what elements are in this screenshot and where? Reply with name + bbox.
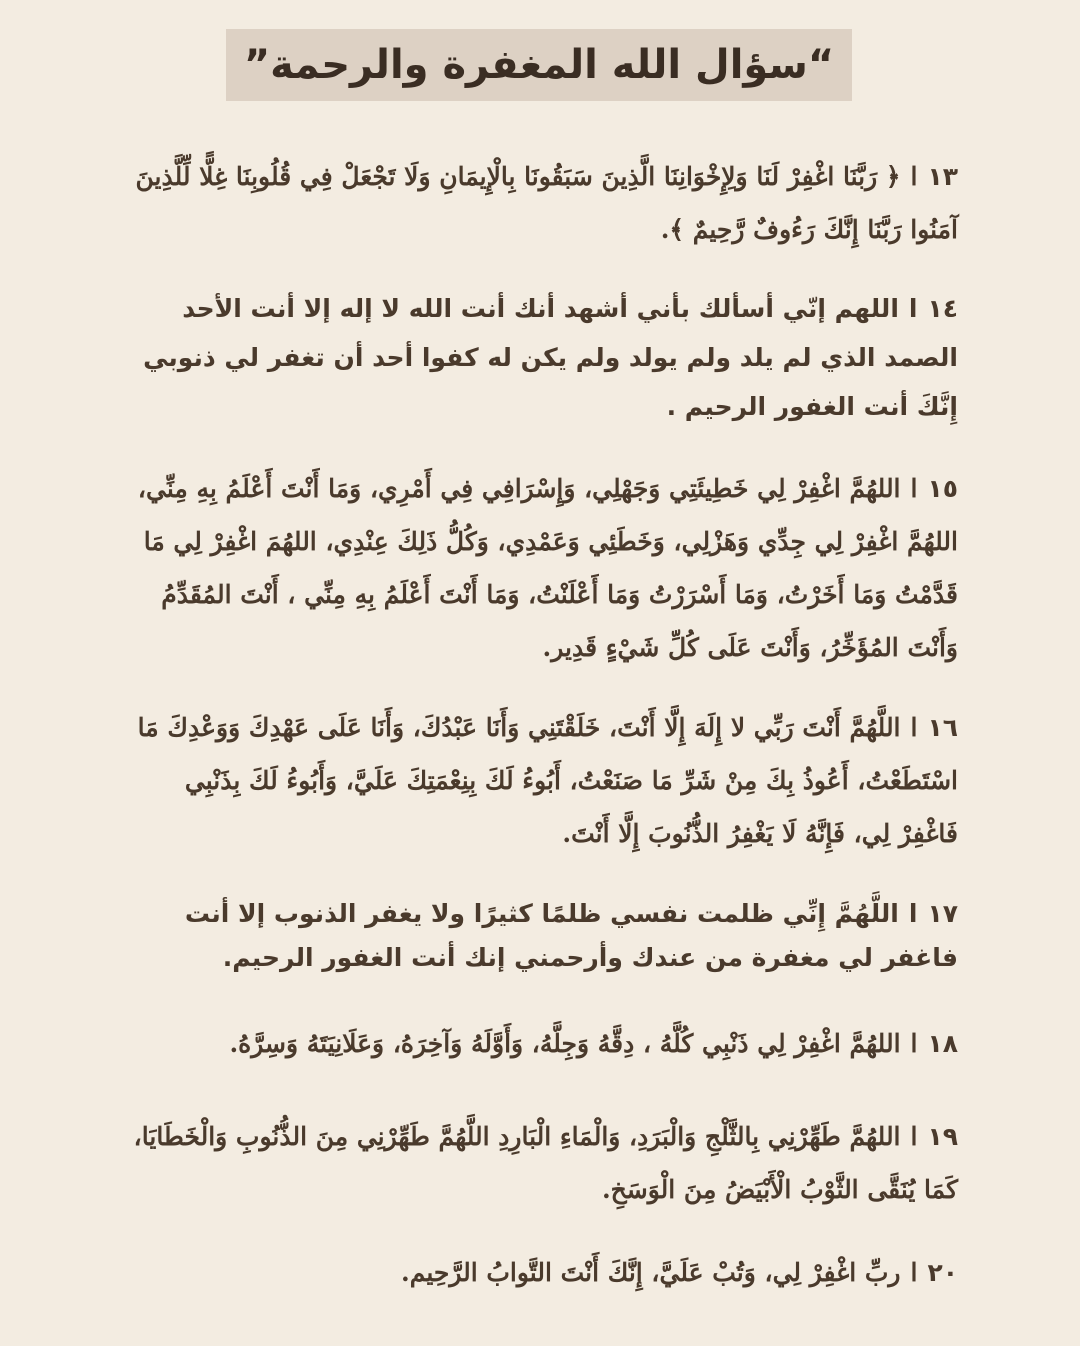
entry-text: اللَّهُمَّ إِنِّي ظلمت نفسي ظلمًا كثيرًا ولا يغفر الذنوب إلا أنت فاغفر لي مغفرة من عندك وأرحمني إنك أنت الغفور الرحيم. bbox=[184, 899, 958, 972]
entry-separator: ا bbox=[910, 713, 918, 742]
supplication-18 bbox=[128, 1017, 958, 1070]
entry-text: ربِّ اغْفِرْ لِي، وَتُبْ عَلَيَّ، إِنَّكَ أَنْتَ التَّوابُ الرَّحِيم. bbox=[400, 1258, 901, 1287]
page-title: “سؤال الله المغفرة والرحمة” bbox=[243, 42, 835, 88]
entry-text: اللَّهُمَّ أَنْتَ رَبِّي لا إِلَهَ إِلَّا أَنْتَ، خَلَقْتَنِي وَأَنَا عَبْدُكَ، وَأَنَا عَلَى عَهْدِكَ وَوَعْدِكَ مَا اسْتَطَعْتُ، أَعُوذُ بِكَ مِنْ شَرِّ مَا صَنَعْتُ، أَبُوءُ لَكَ بِنِعْمَتِكَ عَلَيَّ، وَأَبُوءُ لَكَ بِذَنْبِي فَاغْفِرْ لِي، فَإِنَّهُ لَا يَغْفِرُ الذُّنُوبَ إِلَّا أَنْتَ. bbox=[137, 713, 958, 848]
entry-number: ١٣ bbox=[927, 162, 958, 191]
entry-separator: ا bbox=[908, 294, 918, 323]
entry-number: ١٨ bbox=[927, 1029, 958, 1058]
supplication-14 bbox=[128, 284, 958, 431]
title-banner bbox=[226, 29, 852, 101]
entry-separator: ا bbox=[908, 899, 918, 928]
supplication-20 bbox=[128, 1246, 958, 1299]
entry-number: ١٩ bbox=[927, 1122, 958, 1151]
supplication-13 bbox=[128, 150, 958, 256]
entry-text: اللهم إنّي أسألك بأني أشهد أنك أنت الله لا إله إلا أنت الأحد الصمد الذي لم يلد ولم يولد ولم يكن له كفوا أحد أن تغفر لي ذنوبي إِنَّكَ أنت الغفور الرحيم . bbox=[143, 294, 958, 421]
entry-number: ١٥ bbox=[927, 474, 958, 503]
supplication-list bbox=[128, 150, 958, 1299]
entry-text: اللهُمَّ اغْفِرْ لِي خَطِيئَتِي وَجَهْلِي، وَإِسْرَافِي فِي أَمْرِي، وَمَا أَنْتَ أَعْلَمُ بِهِ مِنِّي، اللهُمَّ اغْفِرْ لِي جِدِّي وَهَزْلِي، وَخَطَئِي وَعَمْدِي، وَكُلُّ ذَلِكَ عِنْدِي، اللهُمَ اغْفِرْ لِي مَا قَدَّمْتُ وَمَا أَخَرْتُ، وَمَا أَسْرَرْتُ وَمَا أَعْلَنْتُ، وَمَا أَنْتَ أَعْلَمُ بِهِ مِنِّي ، أَنْتَ المُقَدِّمُ وَأَنْتَ المُؤَخِّرُ، وَأَنْتَ عَلَى كُلِّ شَيْءٍ قَدِير. bbox=[137, 474, 958, 662]
supplication-16 bbox=[128, 701, 958, 860]
entry-text: اللهُمَّ اغْفِرْ لِي ذَنْبِي كُلَّهُ ، دِقَّهُ وَجِلَّهُ، وَأَوَّلَهُ وَآخِرَهُ، وَعَلَانِيَتَهُ وَسِرَّهُ. bbox=[229, 1029, 901, 1058]
entry-number: ٢٠ bbox=[927, 1258, 958, 1287]
entry-text: ﴿ رَبَّنَا اغْفِرْ لَنَا وَلِإِخْوَانِنَا الَّذِينَ سَبَقُونَا بِالْإِيمَانِ وَلَا تَجْعَلْ فِي قُلُوبِنَا غِلًّا لِّلَّذِينَ آمَنُوا رَبَّنَا إِنَّكَ رَءُوفٌ رَّحِيمٌ ﴾. bbox=[135, 162, 958, 244]
supplication-19 bbox=[128, 1110, 958, 1216]
entry-separator: ا bbox=[910, 474, 918, 503]
entry-separator: ا bbox=[910, 1258, 918, 1287]
entry-separator: ا bbox=[910, 1029, 918, 1058]
supplication-15 bbox=[128, 462, 958, 674]
supplication-17 bbox=[128, 892, 958, 980]
entry-separator: ا bbox=[910, 162, 918, 191]
entry-separator: ا bbox=[910, 1122, 918, 1151]
entry-number: ١٦ bbox=[927, 713, 958, 742]
entry-text: اللهُمَّ طَهِّرْنِي بِالثَّلْجِ وَالْبَرَدِ، وَالْمَاءِ الْبَارِدِ اللَّهُمَّ طَهِّرْنِي مِنَ الذُّنُوبِ وَالْخَطَايَا، كَمَا يُنَقَّى الثَّوْبُ الْأَبْيَضُ مِنَ الْوَسَخِ. bbox=[133, 1122, 958, 1204]
entry-number: ١٧ bbox=[927, 899, 958, 928]
entry-number: ١٤ bbox=[927, 294, 958, 323]
